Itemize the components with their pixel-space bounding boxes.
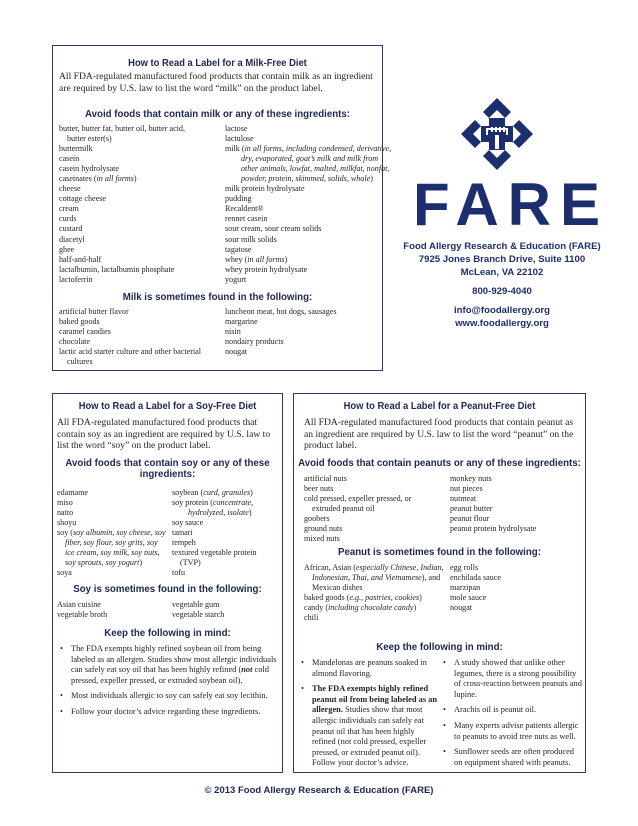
ingredient-item: cold pressed, expeller pressed, or — [304, 494, 412, 504]
ingredient-item: mole sauce — [450, 593, 487, 603]
peanut-mind-item: • Sunflower seeds are often produced on equipment shared with peanuts. — [442, 747, 582, 768]
ingredient-item: custard — [59, 224, 83, 234]
soy-mind-1-text: The FDA exempts highly refined soybean oil from being labeled as an allergen. Studies show most allergic individuals can safely eat soy oil that has been highly refined ( — [71, 644, 277, 675]
ingredient-item: whey (in all forms) — [225, 254, 288, 264]
peanut-mind-item: • Arachis oil is peanut oil. — [442, 705, 582, 716]
ingredient-item: artificial nuts — [304, 474, 347, 483]
ingredient-item: lactic acid starter culture and other bacterial — [59, 347, 202, 357]
peanut-mind-item: • A study showed that unlike other legumes, there is a strong possibility of cross-reaction between peanuts and lupine. — [442, 658, 582, 700]
peanut-mind-bold: The FDA exempts highly refined peanut oil from being labeled as an allergen. — [312, 684, 438, 715]
ingredient-item: nisin — [225, 327, 241, 337]
peanut-mind-heading: Keep the following in mind: — [376, 642, 503, 653]
soy-box-title: How to Read a Label for a Soy-Free Diet — [78, 401, 257, 412]
fare-website-link[interactable]: www.foodallergy.org — [455, 318, 549, 329]
ingredient-item: nougat — [225, 347, 248, 357]
ingredient-item: ice cream, soy milk, soy nuts, — [65, 548, 160, 558]
ingredient-item: buttermilk — [59, 144, 93, 154]
ingredient-item: caseinates (in all forms) — [59, 174, 137, 184]
ingredient-item: vegetable broth — [57, 610, 108, 620]
ingredient-item: tofu — [172, 568, 186, 578]
ingredient-item: hydrolyzed, isolate) — [188, 508, 252, 518]
milk-avoid-left-list — [59, 124, 219, 285]
peanut-free-box — [293, 393, 586, 773]
peanut-avoid-left-list — [304, 474, 444, 544]
ingredient-item: nondairy products — [225, 337, 284, 347]
peanut-mind-item: • Many experts advise patients allergic to peanuts to avoid tree nuts as well. — [442, 721, 582, 742]
ingredient-item: fiber, soy flour, soy grits, soy — [65, 538, 158, 548]
ingredient-item: yogurt — [225, 274, 247, 284]
peanut-found-item: African, Asian (especially Chinese, Indian, — [304, 563, 444, 572]
peanut-found-right-list — [450, 563, 580, 613]
ingredient-item: soya — [57, 568, 72, 578]
ingredient-item: rennet casein — [225, 214, 268, 224]
peanut-intro: All FDA-regulated manufactured food products that contain peanut as an ingredient are required by U.S. law to list the word “peanut” on the product label. — [304, 417, 574, 452]
soy-mind-list — [59, 644, 277, 723]
ingredient-item: textured vegetable protein — [172, 548, 257, 558]
ingredient-item: enchilada sauce — [450, 573, 502, 583]
ingredient-item: margarine — [225, 317, 258, 327]
ingredient-item: casein hydrolysate — [59, 164, 120, 174]
ingredient-item: dry, evaporated, goat’s milk and milk from — [241, 154, 379, 164]
ingredient-item: cream — [59, 204, 79, 214]
ingredient-item: shoyu — [57, 518, 77, 528]
ingredient-item: butter, butter fat, butter oil, butter acid, — [59, 124, 185, 133]
ingredient-item: Asian cuisine — [57, 600, 101, 609]
fare-logo-text: FARE — [413, 171, 610, 238]
peanut-found-heading: Peanut is sometimes found in the following: — [338, 547, 541, 558]
ingredient-item: nut pieces — [450, 484, 483, 494]
ingredient-item: soybean (curd, granules) — [172, 488, 253, 497]
ingredient-item: miso — [57, 498, 73, 508]
fare-shield-icon — [459, 96, 535, 172]
soy-avoid-heading: Avoid foods that contain soy or any of these ingredients: — [65, 458, 270, 480]
ingredient-item: cheese — [59, 184, 81, 194]
ingredient-item: vegetable starch — [172, 610, 225, 620]
milk-avoid-right-list — [225, 124, 392, 285]
fare-phone: 800-929-4040 — [472, 286, 532, 297]
ingredient-item: lactoferrin — [59, 274, 93, 284]
ingredient-item: (TVP) — [180, 558, 201, 568]
peanut-mind-right-list — [442, 658, 582, 773]
fare-address-line1: 7925 Jones Branch Drive, Suite 1100 — [418, 254, 586, 265]
ingredient-item: sour milk solids — [225, 234, 277, 244]
ingredient-item: half-and-half — [59, 254, 102, 264]
ingredient-item: lactalbumin, lactalbumin phosphate — [59, 264, 175, 274]
ingredient-item: pudding — [225, 194, 252, 204]
soy-found-right-list — [172, 600, 280, 620]
soy-free-box — [52, 393, 283, 773]
soy-avoid-right-list — [172, 488, 280, 578]
ingredient-item: egg rolls — [450, 563, 479, 572]
soy-avoid-left-list — [57, 488, 172, 578]
ingredient-item: marzipan — [450, 583, 481, 593]
peanut-found-item: Indonesian, Thai, and Vietnamese), and — [312, 573, 441, 583]
soy-mind-item: • Most individuals allergic to soy can safely eat soy lecithin. — [59, 691, 277, 702]
milk-free-box — [52, 45, 392, 371]
ingredient-item: baked goods — [59, 317, 100, 327]
ingredient-item: natto — [57, 508, 74, 518]
soy-mind-1-text-end: cold pressed, expeller pressed, or extruded soybean oil). — [71, 665, 269, 685]
ingredient-item: soy protein (concentrate, — [172, 498, 254, 508]
ingredient-item: soy sauce — [172, 518, 204, 528]
fare-org-name: Food Allergy Research & Education (FARE) — [403, 241, 601, 252]
peanut-avoid-right-list — [450, 474, 580, 534]
soy-mind-item — [59, 644, 277, 686]
ingredient-item: Recaldent® — [225, 204, 264, 214]
ingredient-item: soy (soy albumin, soy cheese, soy — [57, 528, 166, 538]
peanut-mind-item — [300, 684, 438, 769]
ingredient-item: tagatose — [225, 244, 252, 254]
ingredient-item: chocolate — [59, 337, 91, 347]
ingredient-item: ghee — [59, 244, 75, 254]
ingredient-item: curds — [59, 214, 77, 224]
peanut-found-item: candy (including chocolate candy) — [304, 603, 417, 613]
ingredient-item: lactose — [225, 124, 248, 133]
peanut-found-item: baked goods (e.g., pastries, cookies) — [304, 593, 422, 603]
ingredient-item: edamame — [57, 488, 89, 497]
ingredient-item: tempeh — [172, 538, 196, 548]
ingredient-item: whey protein hydrolysate — [225, 264, 308, 274]
ingredient-item: peanut flour — [450, 514, 490, 524]
peanut-mind-item: • Mandelonas are peanuts soaked in almond flavoring. — [300, 658, 438, 679]
ingredient-item: peanut butter — [450, 504, 493, 514]
peanut-found-item: Mexican dishes — [312, 583, 363, 593]
peanut-found-left-list — [304, 563, 444, 623]
ingredient-item: cultures — [67, 357, 93, 367]
fare-email-link[interactable]: info@foodallergy.org — [453, 305, 551, 316]
ingredient-item: casein — [59, 154, 80, 164]
ingredient-item: powder, protein, skimmed, solids, whole) — [241, 174, 373, 184]
ingredient-item: mixed nuts — [304, 534, 340, 544]
footer-copyright: © 2013 Food Allergy Research & Education (FARE) — [204, 785, 434, 796]
milk-avoid-heading: Avoid foods that contain milk or any of these ingredients: — [85, 109, 350, 120]
ingredient-item: goobers — [304, 514, 330, 524]
ingredient-item: nougat — [450, 603, 473, 613]
peanut-box-title: How to Read a Label for a Peanut-Free Diet — [343, 401, 536, 412]
ingredient-item: extruded peanut oil — [312, 504, 375, 514]
milk-box-title: How to Read a Label for a Milk-Free Diet — [128, 58, 307, 69]
ingredient-item: peanut protein hydrolysate — [450, 524, 537, 534]
ingredient-item: monkey nuts — [450, 474, 492, 483]
ingredient-item: ground nuts — [304, 524, 343, 534]
soy-mind-heading: Keep the following in mind: — [104, 628, 231, 639]
ingredient-item: tamari — [172, 528, 193, 538]
ingredient-item: other animals, lowfat, malted, milkfat, nonfat, — [241, 164, 390, 174]
peanut-found-item: chili — [304, 613, 319, 623]
soy-mind-1-bold: not — [241, 665, 253, 675]
ingredient-item: nutmeat — [450, 494, 477, 504]
ingredient-item: sour cream, sour cream solids — [225, 224, 322, 234]
milk-found-right-list — [225, 307, 381, 357]
ingredient-item: lactulose — [225, 134, 254, 144]
ingredient-item: milk (in all forms, including condensed, derivative, — [225, 144, 392, 154]
ingredient-item: beer nuts — [304, 484, 334, 494]
soy-found-heading: Soy is sometimes found in the following: — [73, 584, 262, 595]
ingredient-item: butter ester(s) — [67, 134, 112, 144]
soy-mind-item: • Follow your doctor’s advice regarding these ingredients. — [59, 707, 277, 718]
peanut-avoid-heading: Avoid foods that contain peanuts or any of these ingredients: — [298, 458, 581, 469]
ingredient-item: vegetable gum — [172, 600, 220, 609]
ingredient-item: diacetyl — [59, 234, 85, 244]
milk-found-heading: Milk is sometimes found in the following: — [122, 292, 313, 303]
ingredient-item: milk protein hydrolysate — [225, 184, 305, 194]
ingredient-item: cottage cheese — [59, 194, 106, 204]
peanut-mind-left-list — [300, 658, 438, 774]
ingredient-item: soy sprouts, soy yogurt) — [65, 558, 143, 568]
fare-address-line2: McLean, VA 22102 — [460, 267, 544, 278]
ingredient-item: luncheon meat, hot dogs, sausages — [225, 307, 337, 316]
ingredient-item: artificial butter flavor — [59, 307, 129, 316]
soy-found-left-list — [57, 600, 172, 620]
ingredient-item: caramel candies — [59, 327, 111, 337]
peanut-mind-rest: Studies show that most allergic individuals can safely eat peanut oil that has been highly refined (not cold pressed, expeller pressed, or extruded peanut oil). Follow your doctor’s advice. — [312, 705, 427, 768]
soy-intro: All FDA-regulated manufactured food products that contain soy as an ingredient are required by U.S. law to list the word “soy” on the product label. — [57, 417, 271, 452]
milk-intro: All FDA-regulated manufactured food products that contain milk as an ingredient are required by U.S. law to list the word “milk” on the product label. — [59, 71, 373, 94]
milk-found-left-list — [59, 307, 224, 367]
